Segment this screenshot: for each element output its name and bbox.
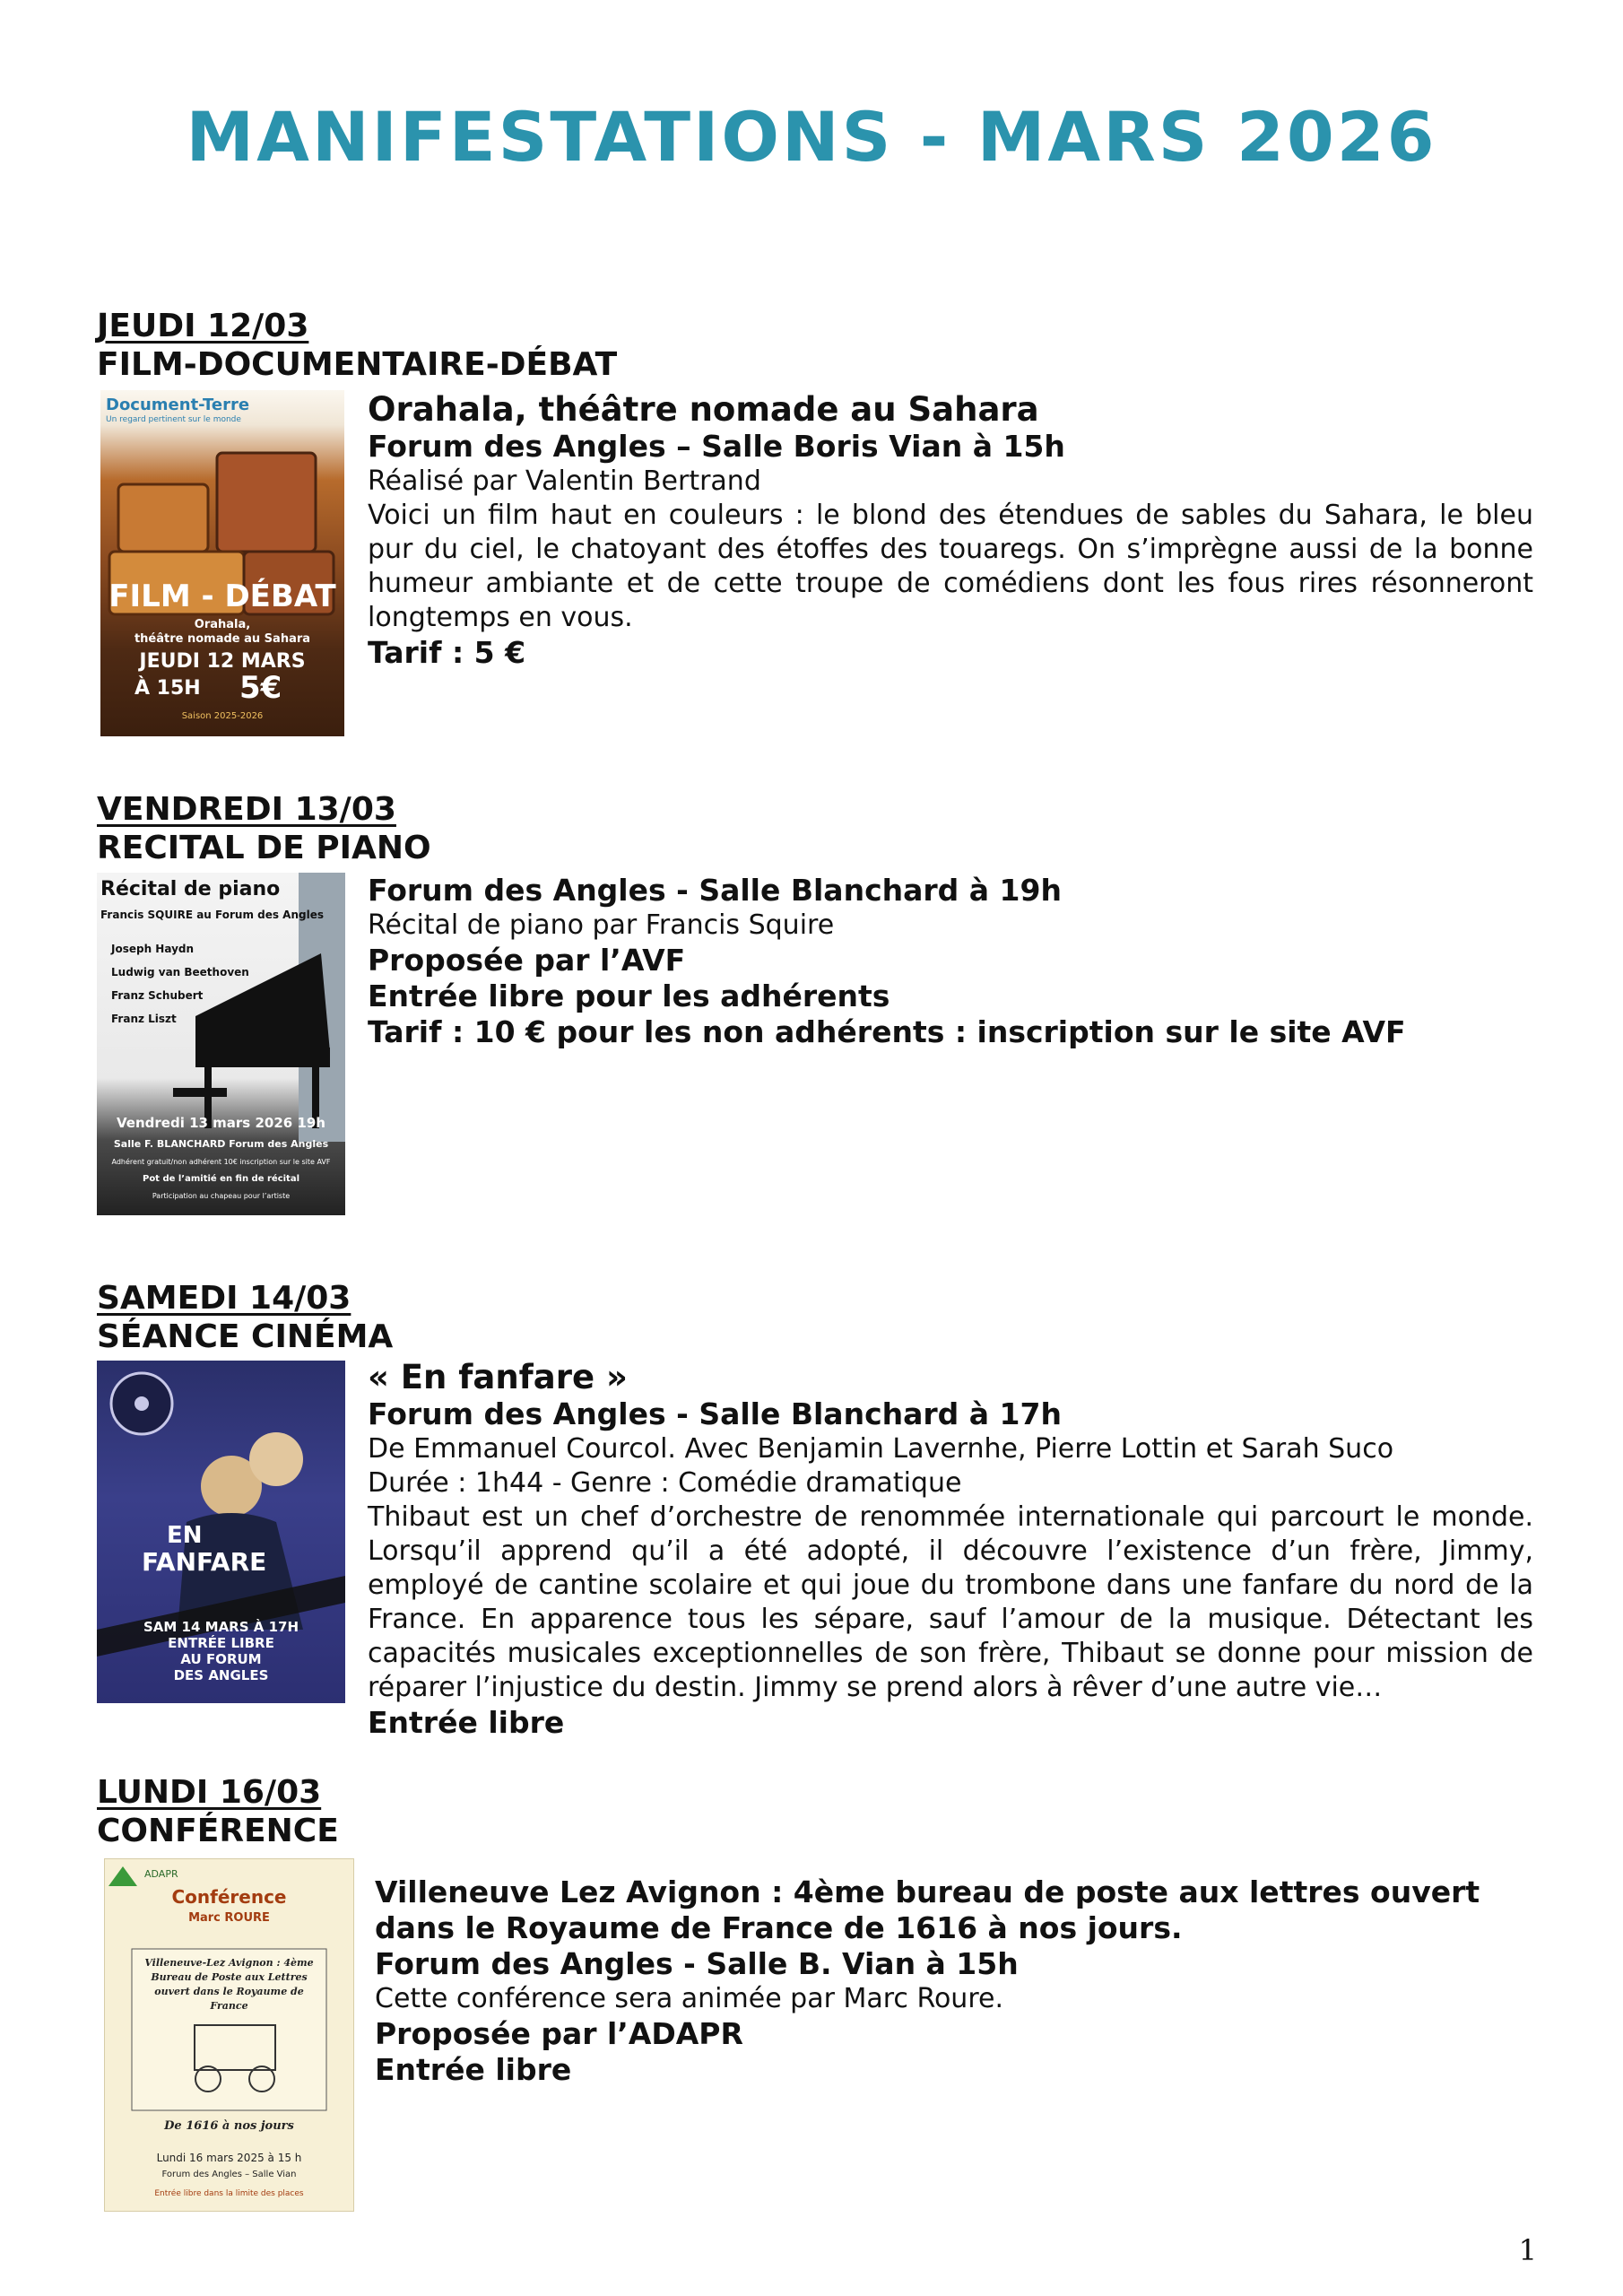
event-proposer: Proposée par l’AVF <box>368 943 686 978</box>
event-venue: Forum des Angles – Salle Boris Vian à 15h <box>368 429 1065 464</box>
event-category: CONFÉRENCE <box>97 1813 339 1849</box>
event-date: VENDREDI 13/03 <box>97 791 396 828</box>
event-entry: Entrée libre <box>375 2052 572 2087</box>
event-entry: Entrée libre <box>368 1705 565 1740</box>
event-venue: Forum des Angles - Salle B. Vian à 15h <box>375 1946 1019 1981</box>
event-credit: Récital de piano par Francis Squire <box>368 909 835 941</box>
event-date: LUNDI 16/03 <box>97 1774 322 1811</box>
piano-recital-poster: Récital de piano Francis SQUIRE au Forum des Angles Joseph Haydn Ludwig van Beethoven Franz Schubert Franz Liszt Vendredi 13 mars 2026 19h Salle F. BLANCHARD Forum des Angles Adhérent gratuit/non adhérent 10€ inscription sur le site AVF Pot de l’amitié en fin de récital Participation au chapeau pour l’artiste <box>97 873 345 1215</box>
event-details <box>368 390 1533 671</box>
film-debat-poster: Document-Terre Un regard pertinent sur le monde FILM - DÉBAT Orahala, théâtre nomade au Sahara JEUDI 12 MARS À 15H 5€ Saison 2025-2026 <box>100 390 344 736</box>
event-details <box>375 1874 1505 2088</box>
conference-poster: ADAPR Conférence Marc ROURE Villeneuve-Lez Avignon : 4ème Bureau de Poste aux Lettres ouvert dans le Royaume de France De 1616 à nos jours Lundi 16 mars 2025 à 15 h Forum des Angles – Salle Vian Entrée libre dans la limite des places <box>104 1858 354 2212</box>
event-price: Tarif : 10 € pour les non adhérents : inscription sur le site AVF <box>368 1014 1406 1049</box>
event-description: Voici un film haut en couleurs : le blond des étendues de sables du Sahara, le bleu pur du ciel, le chatoyant des étoffes des touaregs. On s’imprègne aussi de la bonne humeur ambiante et de cette troupe de comédiens dont les fous rires résonneront longtemps en vous. <box>368 500 1533 633</box>
event-entry: Entrée libre pour les adhérents <box>368 978 890 1013</box>
event-details <box>368 1358 1533 1741</box>
event-price: Tarif : 5 € <box>368 635 526 670</box>
event-details <box>368 873 1533 1050</box>
event-headline: « En fanfare » <box>368 1358 628 1396</box>
event-duration: Durée : 1h44 - Genre : Comédie dramatique <box>368 1467 962 1499</box>
page-title: MANIFESTATIONS - MARS 2026 <box>186 97 1437 177</box>
event-headline: Villeneuve Lez Avignon : 4ème bureau de poste aux lettres ouvert dans le Royaume de France de 1616 à nos jours. <box>375 1874 1480 1945</box>
event-credit: De Emmanuel Courcol. Avec Benjamin Lavernhe, Pierre Lottin et Sarah Suco <box>368 1433 1394 1465</box>
event-venue: Forum des Angles - Salle Blanchard à 17h <box>368 1396 1062 1431</box>
event-category: FILM-DOCUMENTAIRE-DÉBAT <box>97 346 618 383</box>
event-proposer: Proposée par l’ADAPR <box>375 2016 743 2051</box>
event-headline: Orahala, théâtre nomade au Sahara <box>368 390 1039 429</box>
event-date: SAMEDI 14/03 <box>97 1280 352 1317</box>
event-category: SÉANCE CINÉMA <box>97 1318 394 1355</box>
event-credit: Réalisé par Valentin Bertrand <box>368 465 761 497</box>
event-date: JEUDI 12/03 <box>97 308 309 344</box>
en-fanfare-poster: EN FANFARE SAM 14 MARS À 17H ENTRÉE LIBRE AU FORUM DES ANGLES <box>97 1361 345 1703</box>
event-venue: Forum des Angles - Salle Blanchard à 19h <box>368 873 1062 908</box>
event-category: RECITAL DE PIANO <box>97 830 431 866</box>
page-number: 1 <box>1518 2233 1537 2267</box>
event-description: Thibaut est un chef d’orchestre de renommée internationale qui parcourt le monde. Lorsqu’il apprend qu’il a été adopté, il découvre l’existence d’un frère, Jimmy, employé de cantine scolaire et qui joue du trombone dans une fanfare du nord de la France. En apparence tous les sépare, sauf l’amour de la musique. Détectant les capacités musicales exceptionnelles de son frère, Thibaut se donne pour mission de réparer l’injustice du destin. Jimmy se prend alors à rêver d’une autre vie… <box>368 1501 1533 1703</box>
event-credit: Cette conférence sera animée par Marc Roure. <box>375 1983 1003 2014</box>
